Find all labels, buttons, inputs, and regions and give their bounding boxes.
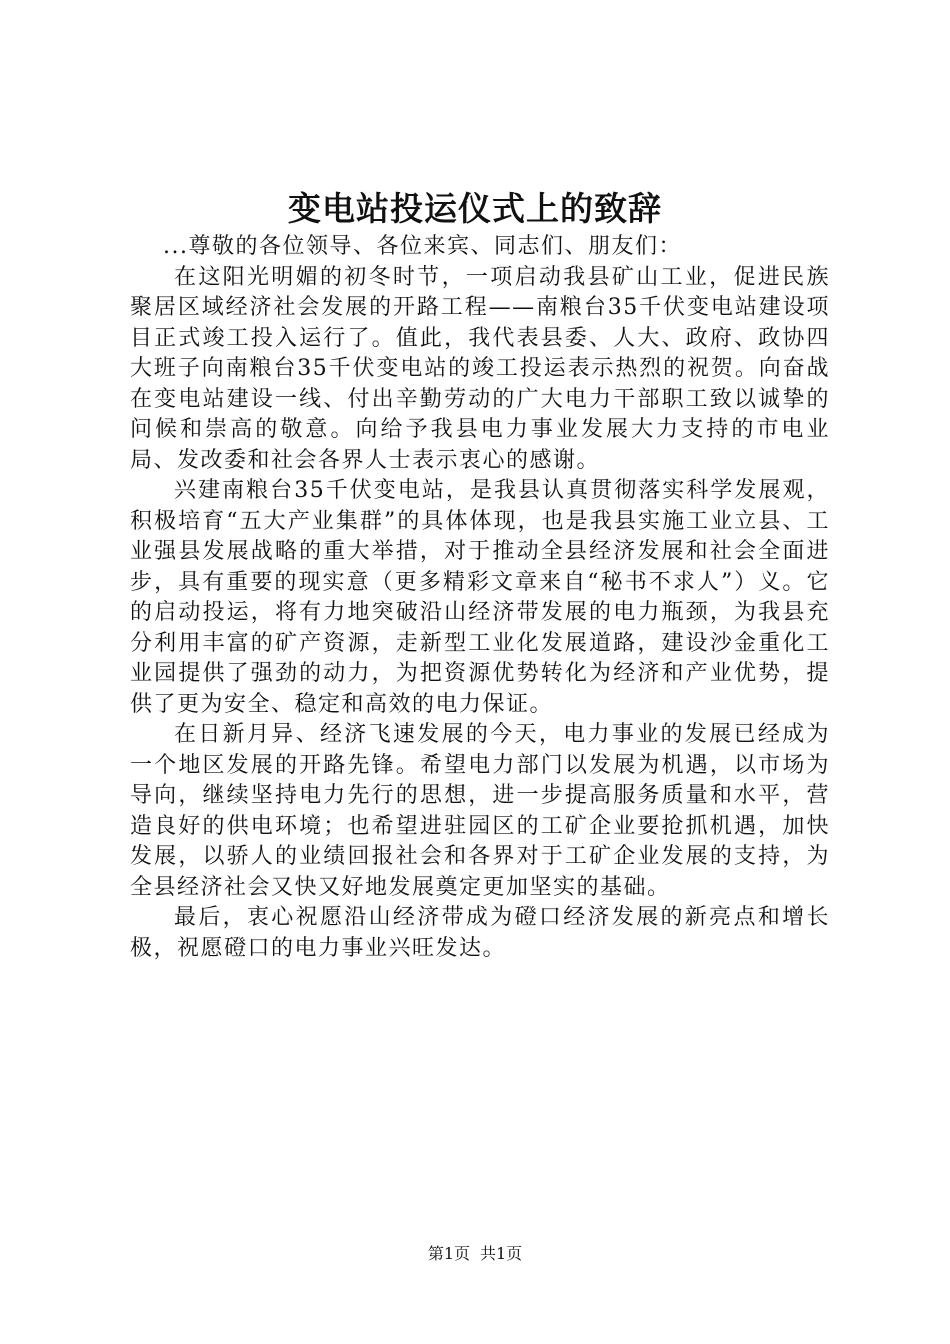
paragraph-4: 最后，衷心祝愿沿山经济带成为磴口经济发展的新亮点和增长极，祝愿磴口的电力事业兴旺发达。	[130, 905, 830, 961]
greeting-line: ...尊敬的各位领导、各位来宾、同志们、朋友们：	[163, 234, 682, 259]
document-body	[130, 232, 830, 964]
document-title: 变电站投运仪式上的致辞	[288, 189, 662, 228]
paragraph-2: 兴建南粮台35千伏变电站，是我县认真贯彻落实科学发展观，积极培育“五大产业集群”的具体体现，也是我县实施工业立县、工业强县发展战略的重大举措，对于推动全县经济发展和社会全面进步，具有重要的现实意（更多精彩文章来自“秘书不求人”）义。它的启动投运，将有力地突破沿山经济带发展的电力瓶颈，为我县充分利用丰富的矿产资源，走新型工业化发展道路，建设沙金重化工业园提供了强劲的动力，为把资源优势转化为经济和产业优势，提供了更为安全、稳定和高效的电力保证。	[130, 478, 830, 717]
page-number: 第1页	[427, 1244, 470, 1263]
page-footer	[0, 1243, 950, 1265]
paragraph-1: 在这阳光明媚的初冬时节，一项启动我县矿山工业，促进民族聚居区域经济社会发展的开路工程——南粮台35千伏变电站建设项目正式竣工投入运行了。值此，我代表县委、人大、政府、政协四大班子向南粮台35千伏变电站的竣工投运表示热烈的祝贺。向奋战在变电站建设一线、付出辛勤劳动的广大电力干部职工致以诚挚的问候和崇高的敬意。向给予我县电力事业发展大力支持的市电业局、发改委和社会各界人士表示衷心的感谢。	[130, 264, 830, 473]
page-total: 共1页	[480, 1244, 523, 1263]
paragraph-3: 在日新月异、经济飞速发展的今天，电力事业的发展已经成为一个地区发展的开路先锋。希望电力部门以发展为机遇，以市场为导向，继续坚持电力先行的思想，进一步提高服务质量和水平，营造良好的供电环境；也希望进驻园区的工矿企业要抢抓机遇，加快发展，以骄人的业绩回报社会和各界对于工矿企业发展的支持，为全县经济社会又快又好地发展奠定更加坚实的基础。	[130, 722, 830, 900]
